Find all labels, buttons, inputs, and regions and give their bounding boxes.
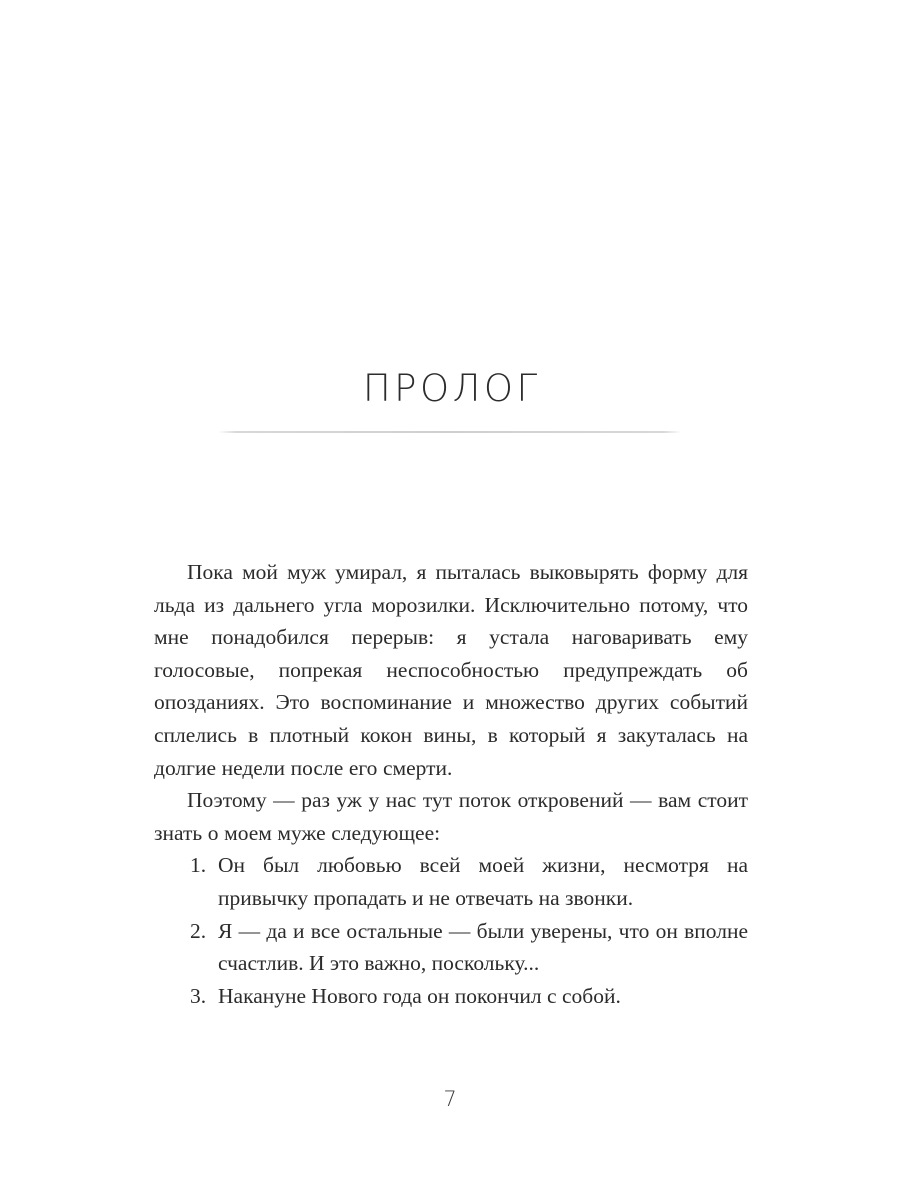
page-title: ПРОЛОГ bbox=[362, 367, 541, 410]
body-text-column bbox=[154, 556, 748, 1012]
list-item-label: Я — да и все остальные — были уверены, что он вполне счастлив. И это важно, поскольку... bbox=[218, 918, 748, 976]
statement-list bbox=[154, 849, 748, 1012]
list-item-marker: 2. bbox=[190, 918, 207, 943]
paragraph-2: Поэтому — раз уж у нас тут поток откровений — вам стоит знать о моем муже следующее: bbox=[154, 788, 748, 845]
chapter-heading-block bbox=[0, 366, 900, 433]
title-divider bbox=[218, 431, 682, 433]
list-item bbox=[154, 849, 748, 914]
page-number: 7 bbox=[443, 1087, 457, 1111]
list-item-label: Накануне Нового года он покончил с собой. bbox=[218, 983, 621, 1008]
list-item bbox=[154, 980, 748, 1013]
list-item bbox=[154, 915, 748, 980]
list-item-label: Он был любовью всей моей жизни, несмотря на привычку пропадать и не отвечать на звонки. bbox=[218, 853, 748, 910]
paragraph-1: Пока мой муж умирал, я пыталась выковырять форму для льда из дальнего угла морозилки. Исключительно потому, что мне понадобился перерыв: я устала наговаривать ему голосовые, попрекая неспособностью предупреждать об опозданиях. Это воспоминание и множество других событий сплелись в плотный кокон вины, в который я закуталась на долгие недели после его смерти. bbox=[154, 560, 748, 780]
list-item-marker: 3. bbox=[190, 983, 207, 1008]
list-item-marker: 1. bbox=[190, 853, 207, 878]
